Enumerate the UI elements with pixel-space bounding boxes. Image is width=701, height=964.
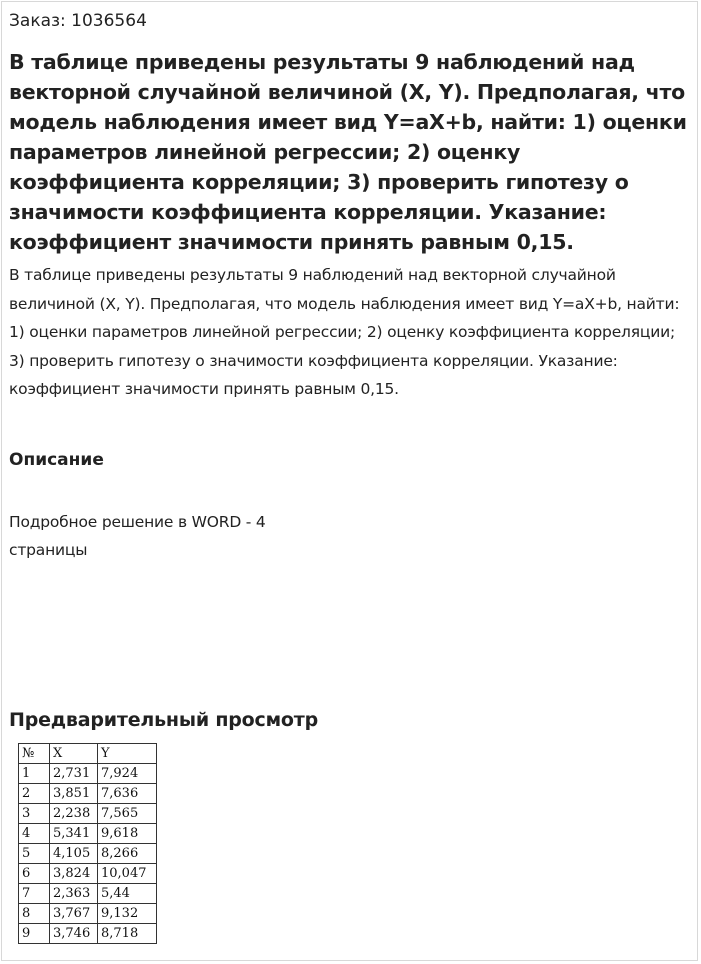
table-cell-y: 7,924 [98, 764, 157, 784]
table-row [19, 864, 157, 884]
column-header-y: Y [98, 744, 157, 764]
table-cell-number: 6 [19, 864, 50, 884]
table-cell-y: 10,047 [98, 864, 157, 884]
table-cell-x: 2,238 [50, 804, 98, 824]
table-cell-x: 3,851 [50, 784, 98, 804]
table-cell-number: 9 [19, 924, 50, 944]
table-cell-x: 4,105 [50, 844, 98, 864]
table-cell-number: 2 [19, 784, 50, 804]
order-number: Заказ: 1036564 [9, 11, 147, 31]
table-cell-y: 9,132 [98, 904, 157, 924]
table-cell-x: 3,824 [50, 864, 98, 884]
table-cell-y: 8,266 [98, 844, 157, 864]
table-cell-number: 7 [19, 884, 50, 904]
table-row [19, 884, 157, 904]
table-row [19, 804, 157, 824]
table-cell-y: 9,618 [98, 824, 157, 844]
table-cell-number: 1 [19, 764, 50, 784]
table-cell-y: 5,44 [98, 884, 157, 904]
table-row [19, 904, 157, 924]
observations-table [18, 743, 157, 944]
table-cell-x: 5,341 [50, 824, 98, 844]
description-text: Подробное решение в WORD - 4 страницы [9, 513, 266, 559]
table-cell-number: 8 [19, 904, 50, 924]
table-cell-y: 7,565 [98, 804, 157, 824]
task-title: В таблице приведены результаты 9 наблюдений над векторной случайной величиной (X, Y). Предполагая, что модель наблюдения имеет вид Y=aX+b, найти: 1) оценки параметров линейной регрессии; 2) оценку коэффициента корреляции; 3) проверить гипотезу о значимости коэффициента корреляции. Указание: коэффициент значимости принять равным 0,15. [9, 50, 687, 254]
description-heading: Описание [9, 450, 104, 470]
table-cell-x: 3,767 [50, 904, 98, 924]
column-header-x: X [50, 744, 98, 764]
table-row [19, 784, 157, 804]
table-cell-x: 2,731 [50, 764, 98, 784]
table-row [19, 844, 157, 864]
column-header-number: № [19, 744, 50, 764]
table-cell-number: 5 [19, 844, 50, 864]
table-cell-y: 8,718 [98, 924, 157, 944]
task-text: В таблице приведены результаты 9 наблюдений над векторной случайной величиной (X, Y). Предполагая, что модель наблюдения имеет вид Y=aX+b, найти: 1) оценки параметров линейной регрессии; 2) оценку коэффициента корреляции; 3) проверить гипотезу о значимости коэффициента корреляции. Указание: коэффициент значимости принять равным 0,15. [9, 266, 680, 399]
table-row [19, 764, 157, 784]
table-cell-number: 4 [19, 824, 50, 844]
table-header-row [19, 744, 157, 764]
table-cell-number: 3 [19, 804, 50, 824]
table-cell-x: 2,363 [50, 884, 98, 904]
table-cell-x: 3,746 [50, 924, 98, 944]
table-row [19, 924, 157, 944]
table-row [19, 824, 157, 844]
table-cell-y: 7,636 [98, 784, 157, 804]
preview-heading: Предварительный просмотр [9, 709, 318, 731]
